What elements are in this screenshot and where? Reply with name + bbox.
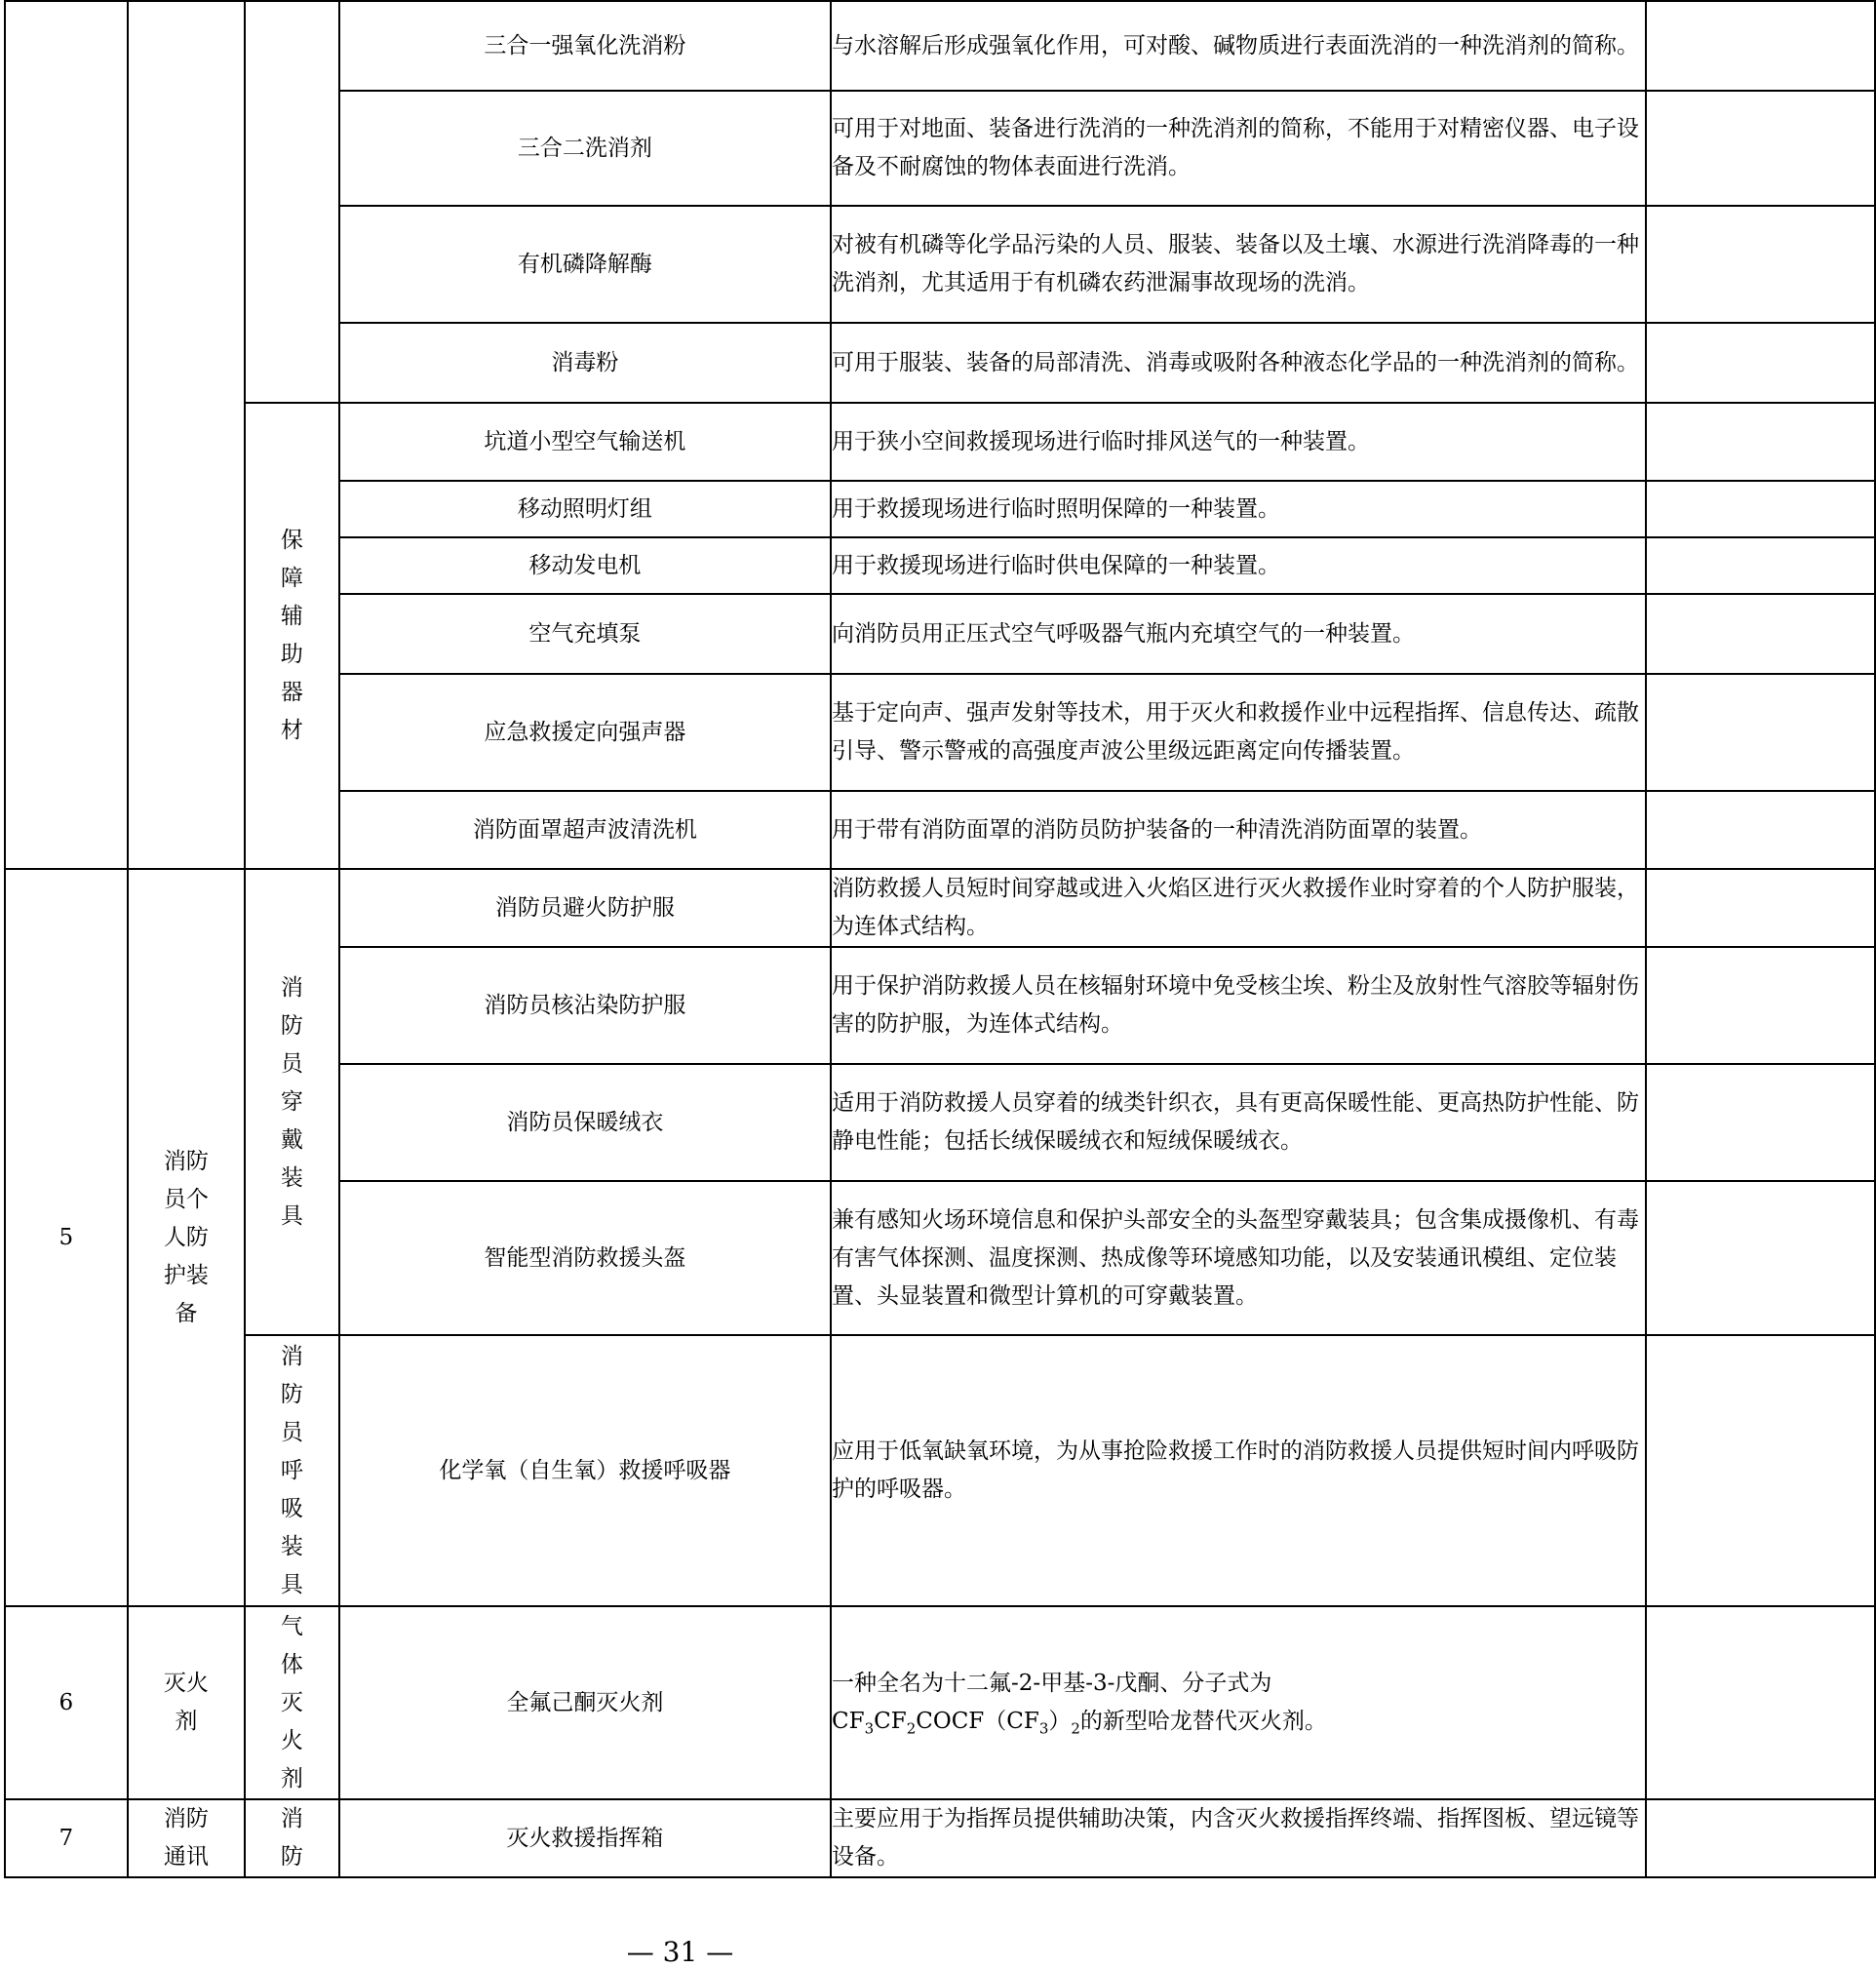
item-description: 用于狭小空间救援现场进行临时排风送气的一种装置。: [831, 403, 1646, 481]
item-name: 消防面罩超声波清洗机: [339, 791, 831, 869]
remark-cell: [1646, 91, 1875, 206]
item-description: 与水溶解后形成强氧化作用，可对酸、碱物质进行表面洗消的一种洗消剂的简称。: [831, 1, 1646, 91]
item-description: 一种全名为十二氟-2-甲基-3-戊酮、分子式为 $CF_3CF_2COCF(CF_3)_2$的新型哈龙替代灭火剂。: [831, 1606, 1646, 1799]
item-name: 应急救援定向强声器: [339, 674, 831, 791]
item-description: 用于带有消防面罩的消防员防护装备的一种清洗消防面罩的装置。: [831, 791, 1646, 869]
remark-cell: [1646, 674, 1875, 791]
equipment-table: [4, 0, 1876, 1878]
table-row: [5, 1606, 1875, 1799]
number-cell: 7: [5, 1799, 128, 1877]
item-name: 移动照明灯组: [339, 481, 831, 537]
remark-cell: [1646, 1181, 1875, 1335]
remark-cell: [1646, 947, 1875, 1064]
remark-cell: [1646, 869, 1875, 947]
remark-cell: [1646, 206, 1875, 323]
table-row: [5, 869, 1875, 947]
remark-cell: [1646, 594, 1875, 674]
remark-cell: [1646, 403, 1875, 481]
item-description: 适用于消防救援人员穿着的绒类针织衣，具有更高保暖性能、更高热防护性能、防静电性能；包括长绒保暖绒衣和短绒保暖绒衣。: [831, 1064, 1646, 1181]
item-name: 智能型消防救援头盔: [339, 1181, 831, 1335]
item-name: 消防员核沾染防护服: [339, 947, 831, 1064]
item-name: 三合二洗消剂: [339, 91, 831, 206]
remark-cell: [1646, 481, 1875, 537]
table-row: [5, 403, 1875, 481]
remark-cell: [1646, 1, 1875, 91]
item-description: 用于救援现场进行临时供电保障的一种装置。: [831, 537, 1646, 594]
item-name: 坑道小型空气输送机: [339, 403, 831, 481]
remark-cell: [1646, 323, 1875, 403]
remark-cell: [1646, 1064, 1875, 1181]
item-description: 兼有感知火场环境信息和保护头部安全的头盔型穿戴装具；包含集成摄像机、有毒有害气体探测、温度探测、热成像等环境感知功能，以及安装通讯模组、定位装置、头显装置和微型计算机的可穿戴装置。: [831, 1181, 1646, 1335]
subcategory-cell: 保 障 辅 助 器 材: [245, 403, 339, 869]
number-cell: 6: [5, 1606, 128, 1799]
item-name: 全氟己酮灭火剂: [339, 1606, 831, 1799]
subcategory-cell: 气 体 灭 火 剂: [245, 1606, 339, 1799]
remark-cell: [1646, 1799, 1875, 1877]
category-cell: [128, 1, 245, 869]
remark-cell: [1646, 537, 1875, 594]
item-name: 灭火救援指挥箱: [339, 1799, 831, 1877]
item-description: 用于保护消防救援人员在核辐射环境中免受核尘埃、粉尘及放射性气溶胶等辐射伤害的防护服，为连体式结构。: [831, 947, 1646, 1064]
item-name: 消防员保暖绒衣: [339, 1064, 831, 1181]
item-name: 三合一强氧化洗消粉: [339, 1, 831, 91]
item-name: 空气充填泵: [339, 594, 831, 674]
item-name: 消防员避火防护服: [339, 869, 831, 947]
remark-cell: [1646, 1335, 1875, 1606]
subcategory-cell: 消 防 员 穿 戴 装 具: [245, 869, 339, 1335]
table-row: [5, 1, 1875, 91]
subcategory-cell: 消 防 员 呼 吸 装 具: [245, 1335, 339, 1606]
table-row: [5, 1799, 1875, 1877]
item-description: 可用于服装、装备的局部清洗、消毒或吸附各种液态化学品的一种洗消剂的简称。: [831, 323, 1646, 403]
item-name: 消毒粉: [339, 323, 831, 403]
item-description: 主要应用于为指挥员提供辅助决策，内含灭火救援指挥终端、指挥图板、望远镜等设备。: [831, 1799, 1646, 1877]
item-description: 基于定向声、强声发射等技术，用于灭火和救援作业中远程指挥、信息传达、疏散引导、警示警戒的高强度声波公里级远距离定向传播装置。: [831, 674, 1646, 791]
item-description: 用于救援现场进行临时照明保障的一种装置。: [831, 481, 1646, 537]
item-description: 向消防员用正压式空气呼吸器气瓶内充填空气的一种装置。: [831, 594, 1646, 674]
item-description: 对被有机磷等化学品污染的人员、服装、装备以及土壤、水源进行洗消降毒的一种洗消剂，尤其适用于有机磷农药泄漏事故现场的洗消。: [831, 206, 1646, 323]
subcategory-cell: [245, 1, 339, 403]
remark-cell: [1646, 1606, 1875, 1799]
item-name: 移动发电机: [339, 537, 831, 594]
category-cell: 消防 通讯: [128, 1799, 245, 1877]
number-cell: [5, 1, 128, 869]
page-number: — 31 —: [626, 1936, 734, 1968]
item-description: 可用于对地面、装备进行洗消的一种洗消剂的简称，不能用于对精密仪器、电子设备及不耐腐蚀的物体表面进行洗消。: [831, 91, 1646, 206]
table-row: [5, 1335, 1875, 1606]
subcategory-cell: 消 防: [245, 1799, 339, 1877]
number-cell: 5: [5, 869, 128, 1606]
item-description: 消防救援人员短时间穿越或进入火焰区进行灭火救援作业时穿着的个人防护服装，为连体式结构。: [831, 869, 1646, 947]
item-name: 有机磷降解酶: [339, 206, 831, 323]
category-cell: 消防 员个 人防 护装 备: [128, 869, 245, 1606]
remark-cell: [1646, 791, 1875, 869]
item-description: 应用于低氧缺氧环境，为从事抢险救援工作时的消防救援人员提供短时间内呼吸防护的呼吸器。: [831, 1335, 1646, 1606]
category-cell: 灭火 剂: [128, 1606, 245, 1799]
item-name: 化学氧（自生氧）救援呼吸器: [339, 1335, 831, 1606]
